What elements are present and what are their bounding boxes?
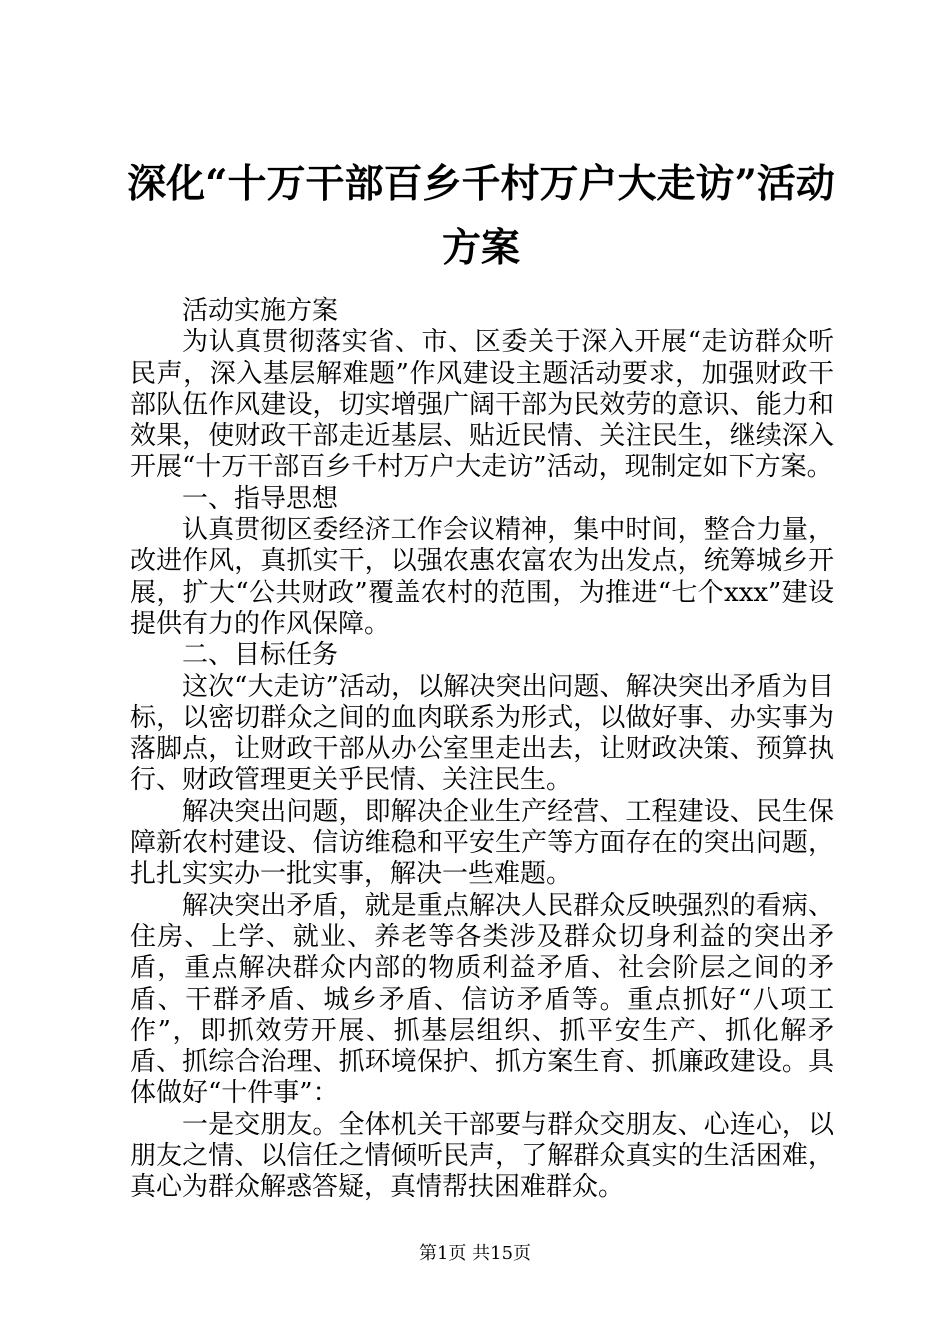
paragraph-solve-problems: 解决突出问题，即解决企业生产经营、工程建设、民生保障新农村建设、信访维稳和平安生产等方面存在的突出问题，扎扎实实办一批实事，解决一些难题。 — [130, 796, 834, 890]
paragraph-guiding-thought: 认真贯彻区委经济工作会议精神，集中时间，整合力量，改进作风，真抓实干，以强农惠农富农为出发点，统筹城乡开展，扩大“公共财政”覆盖农村的范围，为推进“七个xxx”建设提供有力的作风保障。 — [130, 515, 834, 639]
section-heading-goals: 二、目标任务 — [182, 640, 339, 671]
paragraph-solve-contradictions: 解决突出矛盾，就是重点解决人民群众反映强烈的看病、住房、上学、就业、养老等各类涉及群众切身利益的突出矛盾，重点解决群众内部的物质利益矛盾、社会阶层之间的矛盾、干群矛盾、城乡矛盾、信访矛盾等。重点抓好“八项工作”，即抓效劳开展、抓基层组织、抓平安生产、抓化解矛盾、抓综合治理、抓环境保护、抓方案生育、抓廉政建设。具体做好“十件事”： — [130, 890, 834, 1109]
document-title: 深化“十万干部百乡千村万户大走访”活动方案 — [127, 161, 835, 271]
page-number-footer: 第1页 共15页 — [418, 1243, 532, 1264]
paragraph-goals: 这次“大走访”活动，以解决突出问题、解决突出矛盾为目标，以密切群众之间的血肉联系为形式，以做好事、办实事为落脚点，让财政干部从办公室里走出去，让财政决策、预算执行、财政管理更关乎民情、关注民生。 — [130, 671, 834, 796]
document-body — [130, 296, 834, 1204]
section-heading-guiding-thought: 一、指导思想 — [182, 483, 339, 514]
paragraph-make-friends: 一是交朋友。全体机关干部要与群众交朋友、心连心，以朋友之情、以信任之情倾听民声，了解群众真实的生活困难，真心为群众解惑答疑，真情帮扶困难群众。 — [130, 1109, 834, 1203]
paragraph-intro: 为认真贯彻落实省、市、区委关于深入开展“走访群众听民声，深入基层解难题”作风建设主题活动要求，加强财政干部队伍作风建设，切实增强广阔干部为民效劳的意识、能力和效果，使财政干部走近基层、贴近民情、关注民生，继续深入开展“十万干部百乡千村万户大走访”活动，现制定如下方案。 — [130, 327, 834, 483]
paragraph-heading-plan: 活动实施方案 — [182, 296, 339, 326]
